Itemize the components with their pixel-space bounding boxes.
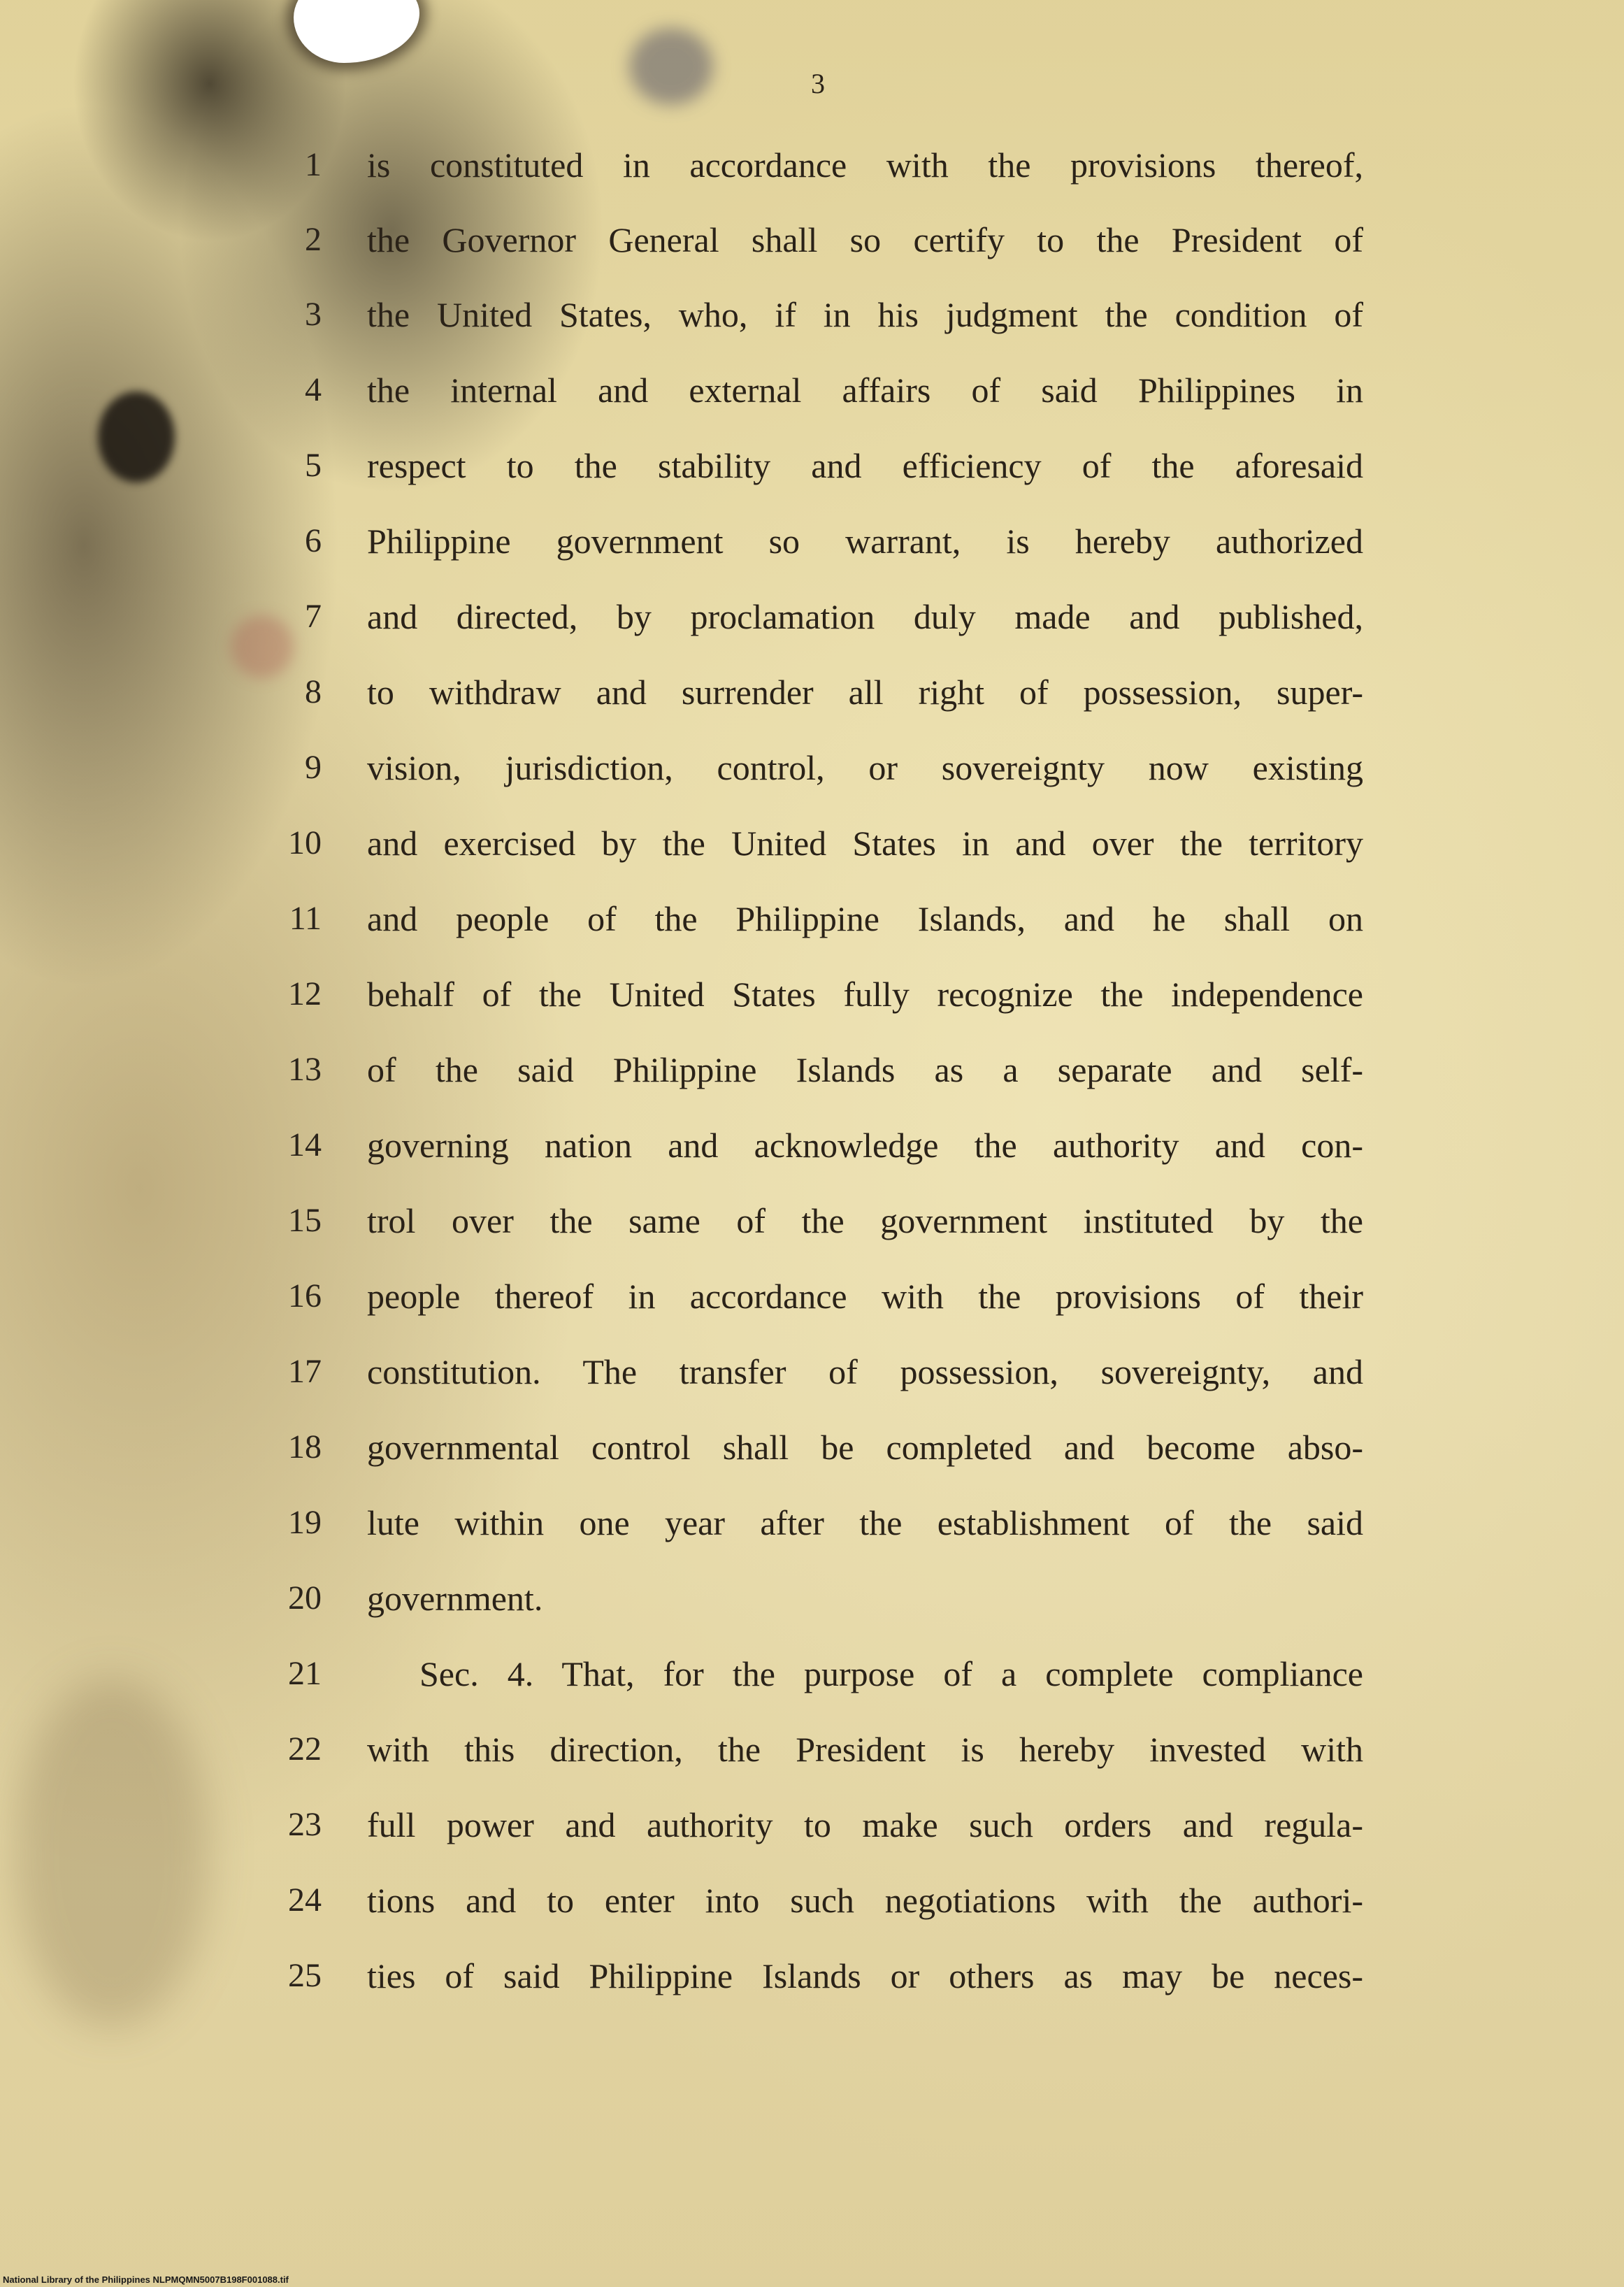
line-number: 1 [305,146,322,183]
text-line [0,891,1624,947]
text-line [0,362,1624,418]
text-line [0,1872,1624,1928]
line-number: 20 [288,1579,322,1616]
line-number: 9 [305,749,322,786]
line-text: governing nation and acknowledge the authority and con- [367,1126,1363,1165]
line-number: 22 [288,1730,322,1768]
line-number: 14 [288,1126,322,1163]
line-text: vision, jurisdiction, control, or sovereignty now existing [367,748,1363,787]
line-number: 25 [288,1957,322,1994]
line-number: 12 [288,975,322,1012]
line-text: constitution. The transfer of possession, sovereignty, and [367,1352,1363,1391]
line-number: 4 [305,371,322,408]
text-line [0,1268,1624,1324]
line-text: tions and to enter into such negotiations with the authori- [367,1881,1363,1920]
line-text: lute within one year after the establishment of the said [367,1503,1363,1542]
text-line [0,740,1624,796]
line-number: 24 [288,1881,322,1919]
line-number: 11 [289,900,322,937]
line-number: 5 [305,447,322,484]
line-number: 18 [288,1428,322,1465]
text-line [0,1495,1624,1551]
line-number: 8 [305,673,322,710]
line-number: 6 [305,522,322,559]
line-number: 2 [305,221,322,258]
text-line [0,815,1624,871]
scan-footer: National Library of the Philippines NLPMQMN5007B198F001088.tif [3,2274,289,2285]
text-line [0,137,1624,193]
line-number: 15 [288,1202,322,1239]
line-text: governmental control shall be completed and become abso- [367,1428,1363,1467]
text-line [0,438,1624,494]
line-text: is constituted in accordance with the provisions thereof, [367,145,1363,185]
page-number: 3 [811,68,825,99]
line-number: 3 [305,296,322,333]
text-line [0,1117,1624,1173]
text-line [0,664,1624,720]
line-number: 19 [288,1504,322,1541]
text-line [0,1721,1624,1777]
text-line [0,1646,1624,1702]
line-text: with this direction, the President is hereby invested with [367,1730,1363,1769]
line-number: 16 [288,1277,322,1314]
line-number: 17 [288,1353,322,1390]
line-text: respect to the stability and efficiency of the aforesaid [367,446,1363,485]
text-line [0,513,1624,569]
line-number: 7 [305,598,322,635]
line-number: 23 [288,1806,322,1843]
text-line [0,966,1624,1022]
text-line [0,1193,1624,1249]
text-line [0,1797,1624,1853]
text-line [0,1419,1624,1475]
line-text: ties of said Philippine Islands or others as may be neces- [367,1956,1363,1995]
line-text: of the said Philippine Islands as a separate and self- [367,1050,1363,1089]
line-number: 21 [288,1655,322,1692]
line-text: Sec. 4. That, for the purpose of a complete compliance [419,1654,1363,1693]
text-line [0,1042,1624,1098]
text-line [0,1344,1624,1400]
text-line [0,589,1624,645]
text-line [0,1948,1624,2004]
line-text: and directed, by proclamation duly made and published, [367,597,1363,636]
line-text: behalf of the United States fully recognize the independence [367,975,1363,1014]
line-text: trol over the same of the government instituted by the [367,1201,1363,1240]
text-line [0,287,1624,343]
line-number: 13 [288,1051,322,1088]
line-text: Philippine government so warrant, is hereby authorized [367,522,1363,561]
line-text: to withdraw and surrender all right of possession, super- [367,673,1363,712]
text-line [0,212,1624,268]
text-line [0,1570,1624,1626]
line-text: government. [367,1579,543,1618]
line-text: the internal and external affairs of said Philippines in [367,371,1363,410]
line-text: people thereof in accordance with the provisions of their [367,1277,1363,1316]
line-number: 10 [288,824,322,861]
line-text: full power and authority to make such orders and regula- [367,1805,1363,1844]
line-text: and exercised by the United States in and over the territory [367,824,1363,863]
line-text: the United States, who, if in his judgment the condition of [367,295,1363,334]
line-text: the Governor General shall so certify to the President of [367,220,1363,259]
line-text: and people of the Philippine Islands, and he shall on [367,899,1363,938]
